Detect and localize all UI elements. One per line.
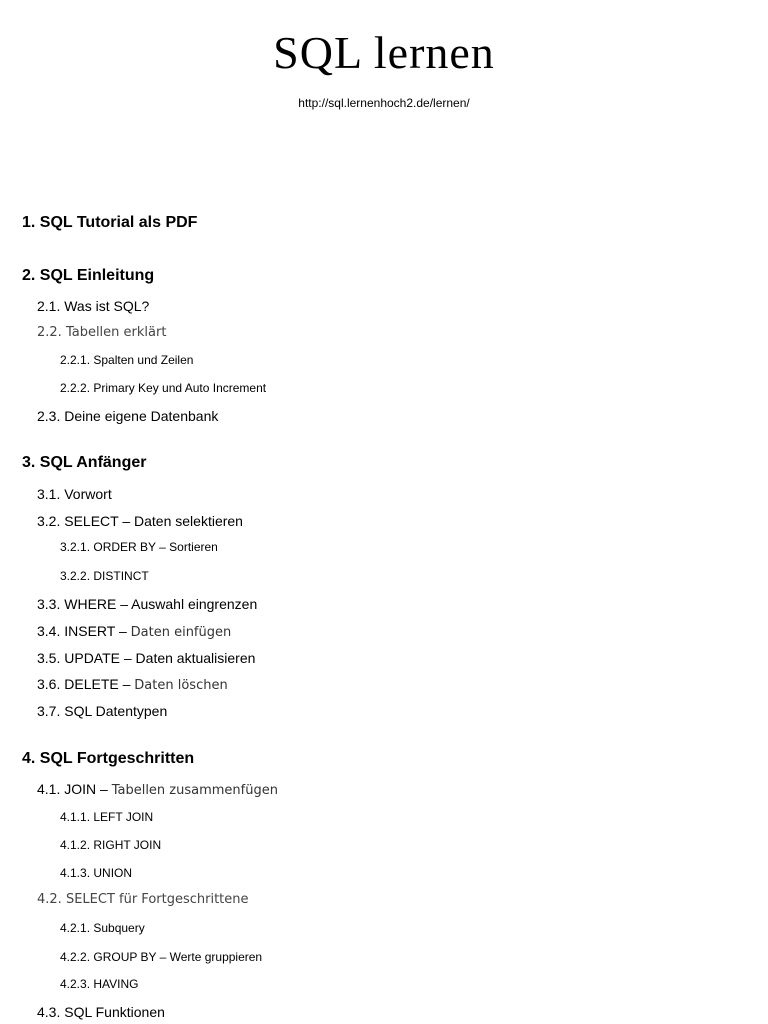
toc-item-3-4-keyword: 3.4. INSERT –	[37, 623, 131, 639]
toc-item-2-2: 2.2. Tabellen erklärt	[37, 325, 167, 340]
toc-item-3-6-description: Daten löschen	[134, 678, 228, 693]
toc-item-2-1: 2.1. Was ist SQL?	[37, 298, 150, 314]
toc-item-3-2: 3.2. SELECT – Daten selektieren	[37, 513, 243, 529]
toc-item-4-2-3: 4.2.3. HAVING	[60, 977, 139, 991]
toc-item-4-1-keyword: 4.1. JOIN –	[37, 781, 112, 797]
toc-section-1: 1. SQL Tutorial als PDF	[22, 214, 198, 231]
toc-item-2-2-1: 2.2.1. Spalten und Zeilen	[60, 353, 194, 367]
toc-item-4-2: 4.2. SELECT für Fortgeschrittene	[37, 892, 249, 907]
toc-item-4-1-1: 4.1.1. LEFT JOIN	[60, 810, 154, 824]
toc-item-4-1-3: 4.1.3. UNION	[60, 866, 133, 880]
toc-item-3-7: 3.7. SQL Datentypen	[37, 703, 168, 719]
toc-item-4-2-2: 4.2.2. GROUP BY – Werte gruppieren	[60, 950, 263, 964]
document-title: SQL lernen	[273, 27, 495, 78]
source-url: http://sql.lernenhoch2.de/lernen/	[298, 96, 470, 110]
toc-item-2-3: 2.3. Deine eigene Datenbank	[37, 408, 219, 424]
toc-item-4-1	[37, 780, 278, 800]
toc-item-3-2-1: 3.2.1. ORDER BY – Sortieren	[60, 540, 218, 554]
toc-item-3-2-2: 3.2.2. DISTINCT	[60, 569, 149, 583]
toc-item-4-1-2: 4.1.2. RIGHT JOIN	[60, 838, 162, 852]
toc-item-3-3: 3.3. WHERE – Auswahl eingrenzen	[37, 596, 258, 612]
toc-item-4-2-1: 4.2.1. Subquery	[60, 921, 145, 935]
toc-item-3-5: 3.5. UPDATE – Daten aktualisieren	[37, 650, 256, 666]
toc-section-3: 3. SQL Anfänger	[22, 454, 147, 471]
toc-section-4: 4. SQL Fortgeschritten	[22, 750, 195, 767]
toc-section-2: 2. SQL Einleitung	[22, 267, 155, 284]
toc-item-3-4-description: Daten einfügen	[130, 625, 232, 640]
toc-item-3-6-keyword: 3.6. DELETE –	[37, 676, 135, 692]
toc-item-3-1: 3.1. Vorwort	[37, 486, 112, 502]
toc-item-4-1-description: Tabellen zusammenfügen	[111, 783, 278, 798]
toc-item-2-2-2: 2.2.2. Primary Key und Auto Increment	[60, 381, 267, 395]
toc-item-4-3: 4.3. SQL Funktionen	[37, 1004, 165, 1020]
toc-item-3-4	[37, 622, 231, 642]
toc-item-3-6	[37, 675, 228, 695]
